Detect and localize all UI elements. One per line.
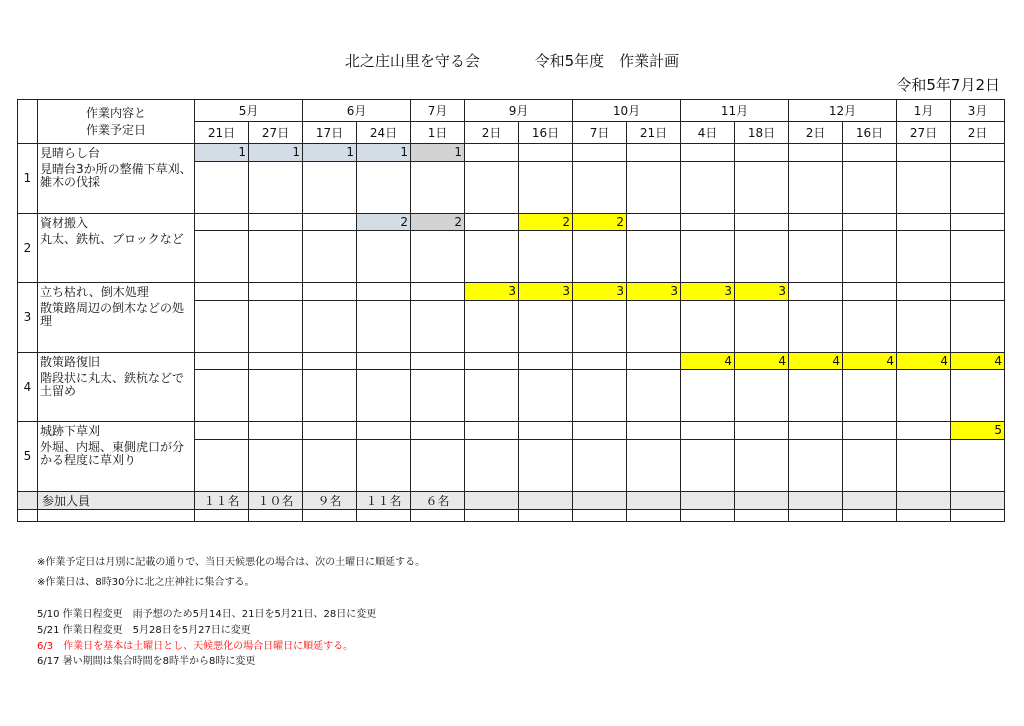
schedule-cell [789,422,843,440]
day-header: 16日 [843,122,897,144]
empty-cell [573,439,627,491]
schedule-cell [789,144,843,162]
month-header: 10月 [573,100,681,122]
participant-count: ６名 [411,491,465,509]
participant-count [735,491,789,509]
empty-cell [789,439,843,491]
empty-cell [951,509,1005,521]
empty-cell [357,161,411,213]
empty-cell [897,370,951,422]
schedule-cell [735,422,789,440]
task-detail-row [18,161,1005,213]
schedule-cell [303,213,357,231]
task-row [18,213,1005,231]
empty-cell [303,509,357,521]
schedule-cell: 1 [357,144,411,162]
empty-cell [951,161,1005,213]
schedule-cell [951,213,1005,231]
task-row [18,144,1005,162]
participant-count: １１名 [357,491,411,509]
document-date: 令和5年7月2日 [896,76,1000,94]
day-header: 21日 [195,122,249,144]
empty-cell [357,231,411,283]
empty-cell [303,439,357,491]
empty-cell [357,509,411,521]
empty-cell [681,300,735,352]
task-caption-header [38,100,195,144]
schedule-cell [951,283,1005,301]
empty-cell [519,439,573,491]
participant-count [573,491,627,509]
task-name: 資材搬入 [38,213,195,231]
schedule-cell [789,283,843,301]
schedule-cell [735,144,789,162]
empty-cell [303,161,357,213]
schedule-cell [573,144,627,162]
participant-count: ９名 [303,491,357,509]
empty-cell [735,231,789,283]
schedule-cell [627,144,681,162]
day-header: 18日 [735,122,789,144]
schedule-cell: 4 [897,352,951,370]
schedule-cell [897,213,951,231]
empty-cell [519,161,573,213]
month-header-row [18,100,1005,122]
empty-cell [573,161,627,213]
schedule-cell [843,213,897,231]
task-row [18,422,1005,440]
participants-spacer [18,491,38,509]
schedule-cell: 4 [681,352,735,370]
participant-count [519,491,573,509]
task-name: 見晴らし台 [38,144,195,162]
empty-cell [627,300,681,352]
schedule-cell [573,422,627,440]
empty-cell [519,300,573,352]
empty-cell [735,300,789,352]
empty-cell [519,370,573,422]
empty-cell [627,161,681,213]
schedule-cell [465,213,519,231]
empty-cell [465,439,519,491]
schedule-cell [843,283,897,301]
schedule-cell [897,422,951,440]
schedule-cell [735,213,789,231]
empty-cell [681,370,735,422]
schedule-cell [249,213,303,231]
empty-cell [411,231,465,283]
empty-cell [681,231,735,283]
task-description: 階段状に丸太、鉄杭などで土留め [38,370,195,422]
empty-cell [195,231,249,283]
day-header: 1日 [411,122,465,144]
schedule-cell: 2 [357,213,411,231]
participant-count [951,491,1005,509]
empty-cell [573,300,627,352]
month-header: 7月 [411,100,465,122]
schedule-cell: 2 [411,213,465,231]
schedule-table [17,99,1005,522]
task-number: 5 [18,422,38,492]
task-number: 4 [18,352,38,422]
day-header: 2日 [951,122,1005,144]
month-header: 6月 [303,100,411,122]
schedule-cell [465,422,519,440]
empty-cell [951,370,1005,422]
schedule-cell [303,283,357,301]
day-header: 7日 [573,122,627,144]
participant-count: １０名 [249,491,303,509]
empty-cell [897,439,951,491]
empty-cell [843,439,897,491]
empty-cell [573,509,627,521]
empty-cell [843,231,897,283]
schedule-cell [195,422,249,440]
month-header: 11月 [681,100,789,122]
schedule-cell [951,144,1005,162]
schedule-cell [681,422,735,440]
schedule-cell [519,144,573,162]
note-line: ※作業予定日は月別に記載の通りで、当日天候悪化の場合は、次の土曜日に順延する。 [37,557,426,568]
day-header: 2日 [789,122,843,144]
schedule-cell [411,283,465,301]
schedule-cell [897,283,951,301]
schedule-cell: 3 [681,283,735,301]
empty-cell [249,161,303,213]
org-name: 北之庄山里を守る会 [344,52,480,70]
empty-cell [843,161,897,213]
empty-cell [465,161,519,213]
schedule-cell [195,283,249,301]
schedule-cell: 4 [951,352,1005,370]
empty-cell [249,300,303,352]
schedule-cell [627,352,681,370]
note-line: 5/21 作業日程変更 5月28日を5月27日に変更 [37,625,251,636]
participant-count [843,491,897,509]
task-number: 1 [18,144,38,214]
schedule-cell [465,144,519,162]
empty-cell [249,439,303,491]
task-detail-row [18,231,1005,283]
empty-cell [465,300,519,352]
empty-cell [789,161,843,213]
empty-cell [249,370,303,422]
task-row [18,352,1005,370]
empty-cell [789,231,843,283]
schedule-cell [465,352,519,370]
schedule-cell [519,422,573,440]
month-header: 5月 [195,100,303,122]
schedule-cell [573,352,627,370]
note-line: 6/17 暑い期間は集合時間を8時半から8時に変更 [37,656,256,667]
empty-cell [38,509,195,521]
empty-cell [249,231,303,283]
caption-line-1: 作業内容と [85,105,146,120]
empty-cell [789,300,843,352]
empty-cell [303,231,357,283]
schedule-cell [681,213,735,231]
month-header: 12月 [789,100,897,122]
schedule-cell: 4 [789,352,843,370]
schedule-cell [681,144,735,162]
empty-cell [735,370,789,422]
schedule-cell: 3 [465,283,519,301]
participant-count [465,491,519,509]
schedule-cell: 3 [519,283,573,301]
schedule-cell [357,352,411,370]
schedule-cell: 2 [519,213,573,231]
participants-label: 参加人員 [38,491,195,509]
empty-cell [519,509,573,521]
note-line: 5/10 作業日程変更 雨予想のため5月14日、21日を5月21日、28日に変更 [37,609,377,620]
empty-cell [411,509,465,521]
empty-cell [465,509,519,521]
schedule-cell [411,422,465,440]
task-name: 散策路復旧 [38,352,195,370]
empty-cell [897,231,951,283]
task-description: 見晴台3か所の整備下草刈、雑木の伐採 [38,161,195,213]
empty-cell [357,370,411,422]
empty-cell [789,509,843,521]
note-line: ※作業日は、8時30分に北之庄神社に集合する。 [37,577,255,588]
plan-title: 令和5年度 作業計画 [534,52,680,70]
day-header: 24日 [357,122,411,144]
task-description: 外堀、内堀、東側虎口が分かる程度に草刈り [38,439,195,491]
day-header: 2日 [465,122,519,144]
task-detail-row [18,370,1005,422]
task-name: 立ち枯れ、倒木処理 [38,283,195,301]
participant-count: １１名 [195,491,249,509]
schedule-cell [303,422,357,440]
participant-count [627,491,681,509]
empty-cell [411,161,465,213]
empty-cell [681,439,735,491]
task-number: 3 [18,283,38,353]
task-row [18,283,1005,301]
empty-cell [18,509,38,521]
empty-cell [843,509,897,521]
empty-cell [897,509,951,521]
empty-cell [303,370,357,422]
schedule-cell: 4 [735,352,789,370]
schedule-cell: 2 [573,213,627,231]
day-header: 4日 [681,122,735,144]
empty-cell [195,439,249,491]
empty-cell [249,509,303,521]
schedule-cell [789,213,843,231]
empty-cell [195,161,249,213]
empty-cell [519,231,573,283]
empty-cell [843,300,897,352]
schedule-cell: 1 [411,144,465,162]
day-header: 17日 [303,122,357,144]
empty-cell [897,300,951,352]
empty-row [18,509,1005,521]
schedule-cell [411,352,465,370]
empty-cell [357,300,411,352]
task-name: 城跡下草刈 [38,422,195,440]
empty-cell [195,300,249,352]
task-number: 2 [18,213,38,283]
empty-cell [735,509,789,521]
month-header: 9月 [465,100,573,122]
day-header: 16日 [519,122,573,144]
schedule-cell [627,213,681,231]
schedule-cell: 3 [627,283,681,301]
empty-cell [627,439,681,491]
empty-cell [411,370,465,422]
schedule-cell: 5 [951,422,1005,440]
empty-cell [411,439,465,491]
schedule-cell [843,422,897,440]
participants-row [18,491,1005,509]
empty-cell [573,370,627,422]
row-number-header [18,100,38,144]
task-detail-row [18,439,1005,491]
schedule-cell [249,352,303,370]
schedule-cell: 3 [735,283,789,301]
task-description: 丸太、鉄杭、ブロックなど [38,231,195,283]
participant-count [897,491,951,509]
empty-cell [627,370,681,422]
empty-cell [465,370,519,422]
schedule-cell [303,352,357,370]
schedule-cell: 1 [249,144,303,162]
schedule-cell [195,352,249,370]
schedule-cell [519,352,573,370]
empty-cell [951,300,1005,352]
caption-line-2: 作業予定日 [85,122,146,137]
empty-cell [735,161,789,213]
empty-cell [627,231,681,283]
task-detail-row [18,300,1005,352]
empty-cell [681,161,735,213]
empty-cell [303,300,357,352]
month-header: 3月 [951,100,1005,122]
note-line: 6/3 作業日を基本は土曜日とし、天候悪化の場合日曜日に順延する。 [37,641,354,652]
schedule-cell [195,213,249,231]
empty-cell [951,439,1005,491]
month-header: 1月 [897,100,951,122]
empty-cell [573,231,627,283]
empty-cell [411,300,465,352]
empty-cell [627,509,681,521]
empty-cell [843,370,897,422]
schedule-cell: 3 [573,283,627,301]
empty-cell [789,370,843,422]
schedule-cell [897,144,951,162]
empty-cell [465,231,519,283]
empty-cell [681,509,735,521]
schedule-cell [249,422,303,440]
empty-cell [897,161,951,213]
schedule-cell: 4 [843,352,897,370]
schedule-cell [627,422,681,440]
empty-cell [951,231,1005,283]
day-header: 27日 [897,122,951,144]
day-header: 21日 [627,122,681,144]
schedule-cell [843,144,897,162]
schedule-cell [249,283,303,301]
empty-cell [195,509,249,521]
schedule-cell: 1 [195,144,249,162]
empty-cell [195,370,249,422]
day-header: 27日 [249,122,303,144]
schedule-cell [357,283,411,301]
schedule-cell: 1 [303,144,357,162]
participant-count [681,491,735,509]
empty-cell [735,439,789,491]
empty-cell [357,439,411,491]
task-description: 散策路周辺の倒木などの処理 [38,300,195,352]
page-title [0,50,1024,71]
participant-count [789,491,843,509]
schedule-cell [357,422,411,440]
